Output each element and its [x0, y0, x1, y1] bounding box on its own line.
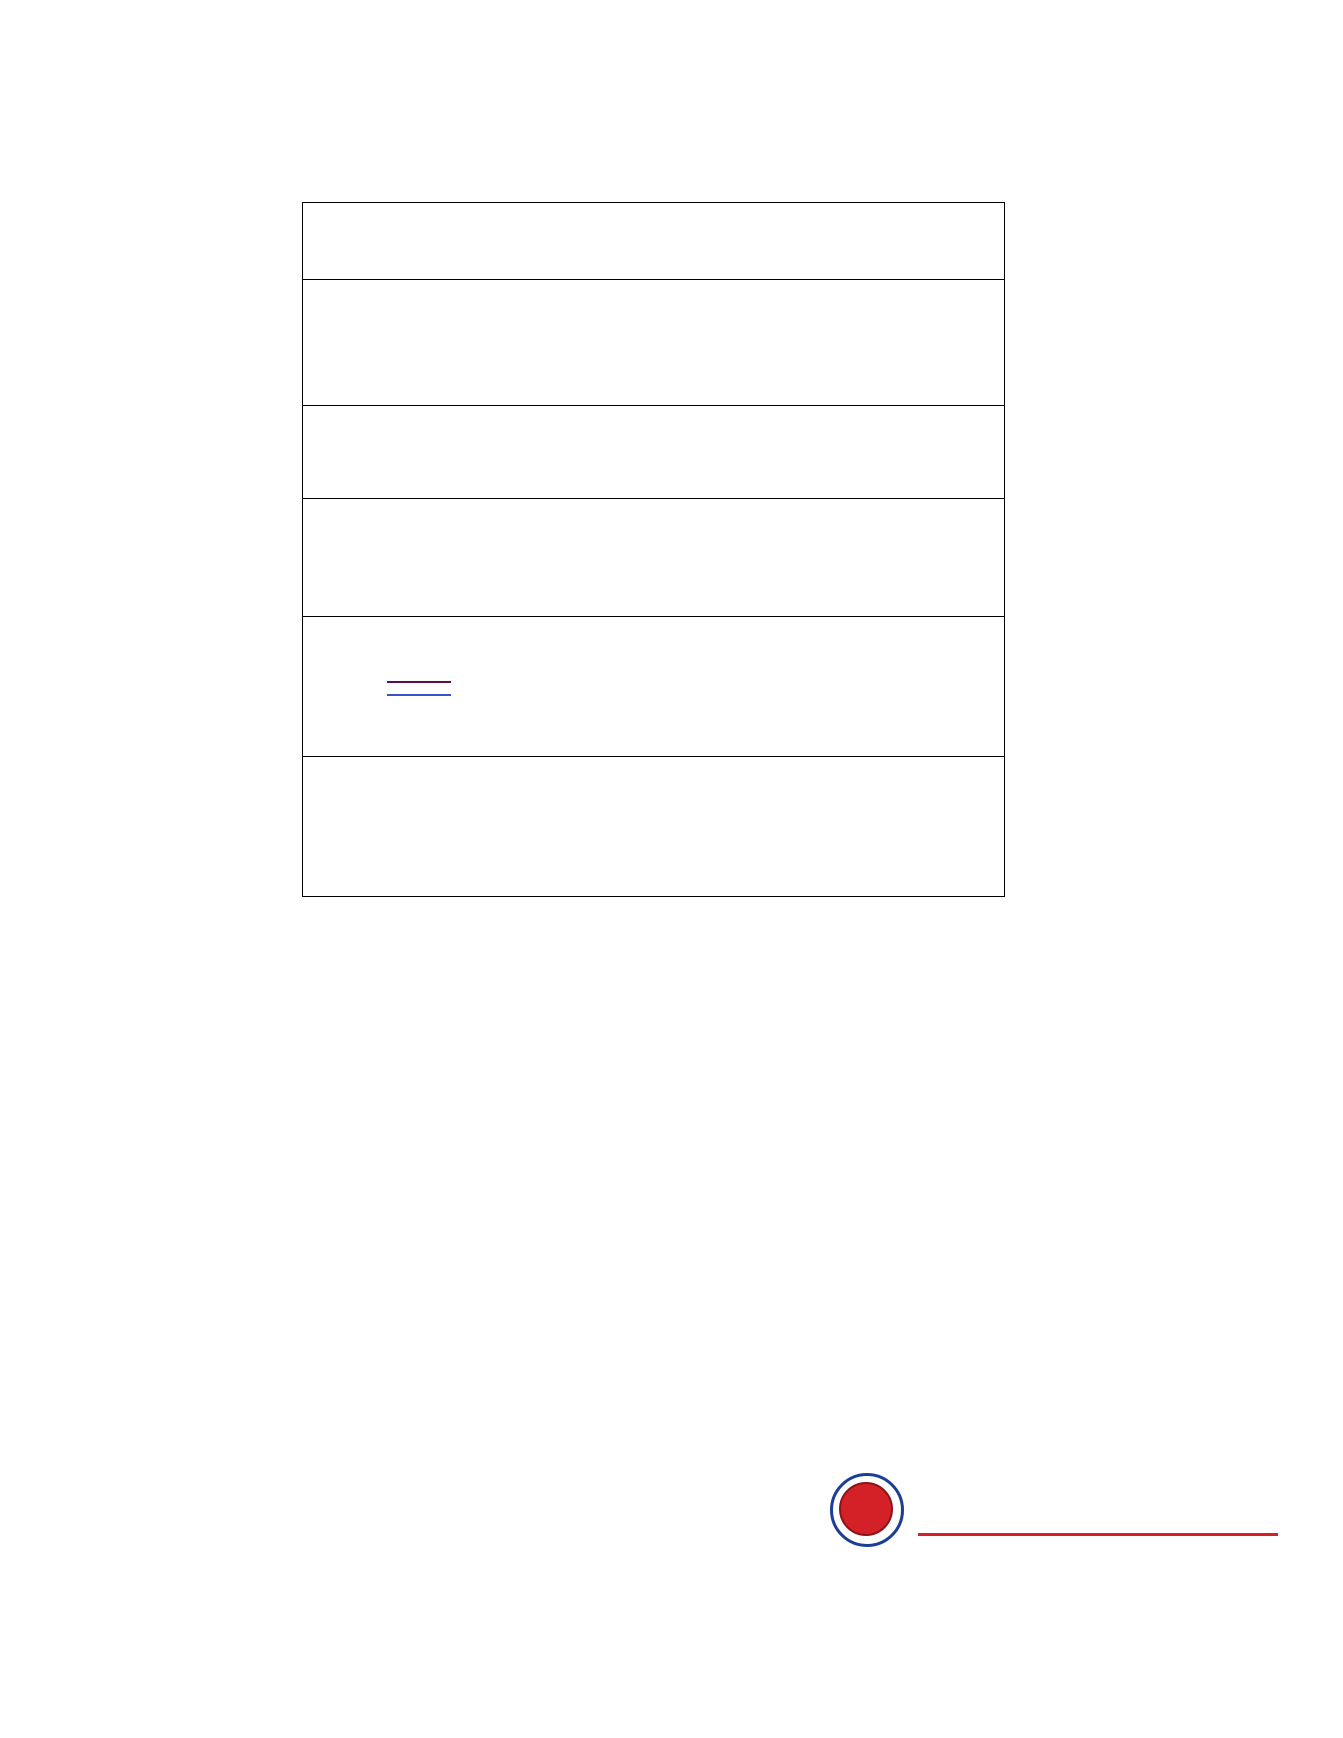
- company-logo-block: [748, 1463, 1288, 1593]
- company-logo-icon: [830, 1473, 904, 1547]
- divider-section10: [303, 756, 1004, 757]
- logo-letter: [839, 1482, 893, 1536]
- divider-section6: [303, 616, 1004, 617]
- required-provided-bars-chart: [303, 637, 1006, 759]
- member-elevation-diagram: [303, 279, 1006, 405]
- logo-red-rule: [918, 1533, 1278, 1536]
- divider-section5: [303, 498, 1004, 499]
- report-frame: [302, 202, 1005, 897]
- divider-section3: [303, 405, 1004, 406]
